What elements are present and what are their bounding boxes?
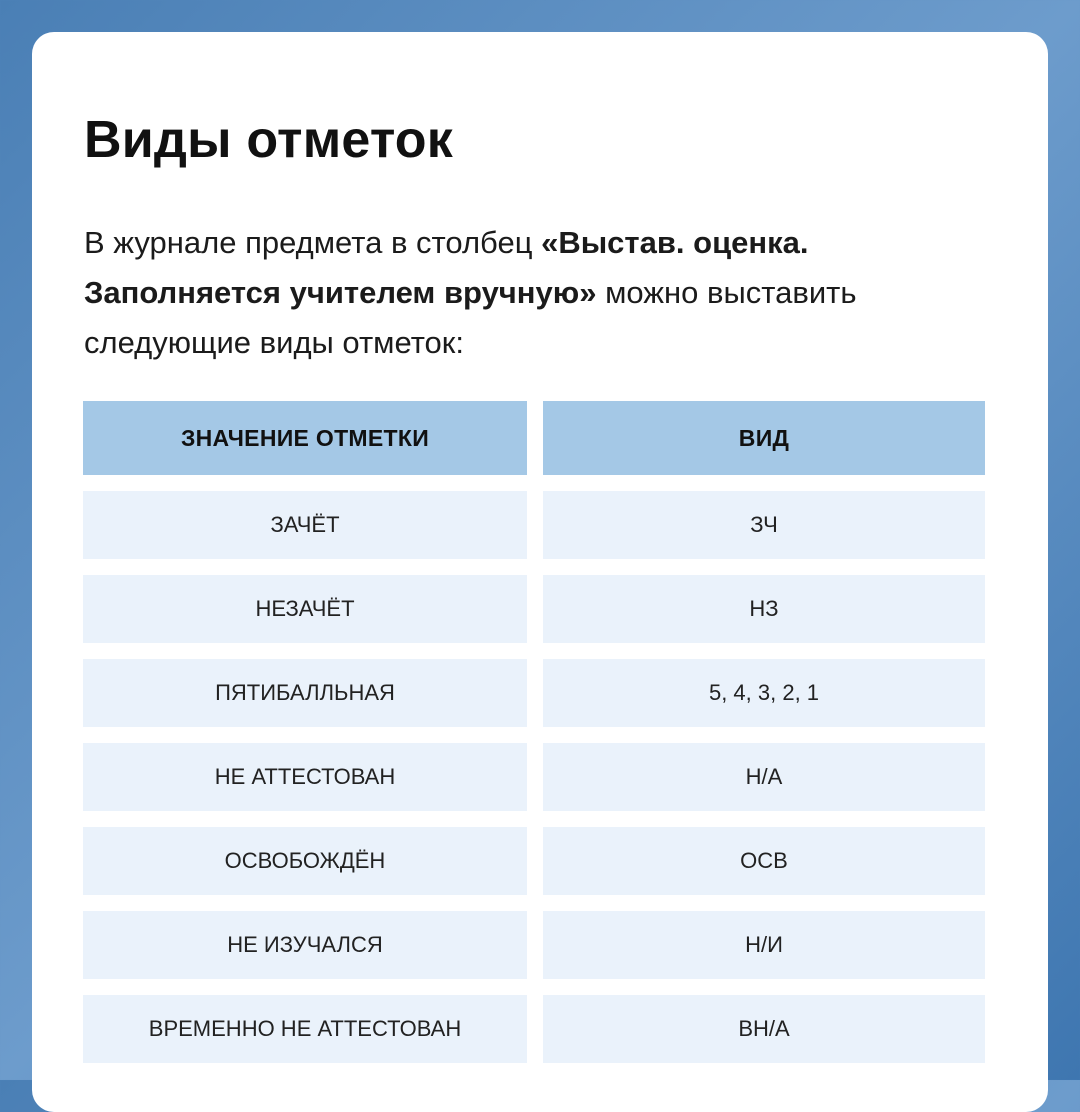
mark-value-cell: ВРЕМЕННО НЕ АТТЕСТОВАН [83, 995, 527, 1063]
table-row [83, 827, 985, 895]
mark-value-cell: ОСВОБОЖДЁН [83, 827, 527, 895]
intro-text-part1: В журнале предмета в столбец [84, 225, 542, 260]
table-row [83, 743, 985, 811]
mark-type-cell: Н/А [543, 743, 985, 811]
mark-type-cell: ВН/А [543, 995, 985, 1063]
mark-value-cell: ЗАЧЁТ [83, 491, 527, 559]
intro-text-bold: «Выстав. оценка. Заполняется учителем вручную» [84, 225, 809, 310]
table-row [83, 491, 985, 559]
table-row [83, 575, 985, 643]
page-title: Виды отметок [84, 111, 453, 169]
mark-value-cell: НЕ АТТЕСТОВАН [83, 743, 527, 811]
header-mark-type: ВИД [543, 401, 985, 475]
intro-text [84, 218, 984, 368]
header-mark-value: ЗНАЧЕНИЕ ОТМЕТКИ [83, 401, 527, 475]
table-row [83, 995, 985, 1063]
table-row [83, 911, 985, 979]
mark-value-cell: ПЯТИБАЛЛЬНАЯ [83, 659, 527, 727]
mark-value-cell: НЕ ИЗУЧАЛСЯ [83, 911, 527, 979]
mark-value-cell: НЕЗАЧЁТ [83, 575, 527, 643]
mark-type-cell: ОСВ [543, 827, 985, 895]
mark-type-cell: 5, 4, 3, 2, 1 [543, 659, 985, 727]
table-row [83, 659, 985, 727]
mark-type-cell: Н/И [543, 911, 985, 979]
intro-text-part2: можно выставить следующие виды отметок: [84, 275, 857, 360]
content-card [32, 32, 1048, 1112]
mark-type-cell: НЗ [543, 575, 985, 643]
mark-type-cell: ЗЧ [543, 491, 985, 559]
